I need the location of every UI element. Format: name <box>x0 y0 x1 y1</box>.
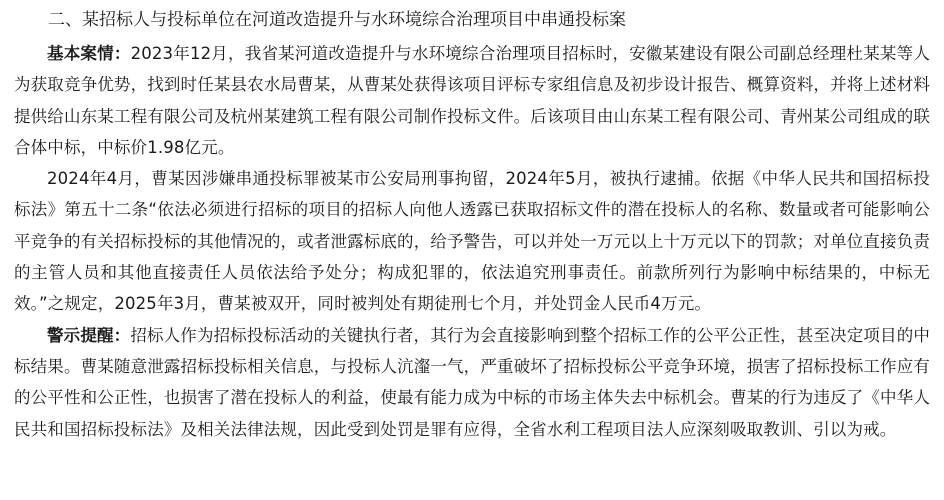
case-facts-paragraph <box>14 38 930 163</box>
warning-label: 警示提醒： <box>47 325 131 345</box>
outcome-text: 2024年4月，曹某因涉嫌串通投标罪被某市公安局刑事拘留，2024年5月，被执行逮捕。依据《中华人民共和国招标投标法》第五十二条“依法必须进行招标的项目的招标人向他人透露已获取招标文件的潜在投标人的名称、数量或者可能影响公平竞争的有关招标投标的其他情况的，或者泄露标底的，给予警告，可以并处一万元以上十万元以下的罚款；对单位直接负责的主管人员和其他直接责任人员依法给予处分；构成犯罪的，依法追究刑事责任。前款所列行为影响中标结果的，中标无效。”之规定，2025年3月，曹某被双开，同时被判处有期徒刑七个月，并处罚金人民币4万元。 <box>14 169 930 314</box>
case-facts-text: 2023年12月，我省某河道改造提升与水环境综合治理项目招标时，安徽某建设有限公司副总经理杜某某等人为获取竞争优势，找到时任某县农水局曹某，从曹某处获得该项目评标专家组信息及初步设计报告、概算资料，并将上述材料提供给山东某工程有限公司及杭州某建筑工程有限公司制作投标文件。后该项目由山东某工程有限公司、青州某公司组成的联合体中标，中标价1.98亿元。 <box>14 44 930 157</box>
warning-text: 招标人作为招标投标活动的关键执行者，其行为会直接影响到整个招标工作的公平公正性，甚至决定项目的中标结果。曹某随意泄露招标投标相关信息，与投标人沆瀣一气，严重破坏了招标投标公平竞争环境，损害了招标投标工作应有的公平性和公正性，也损害了潜在投标人的利益，使最有能力成为中标的市场主体失去中标机会。曹某的行为违反了《中华人民共和国招标投标法》及相关法律法规，因此受到处罚是罪有应得，全省水利工程项目法人应深刻吸取教训、引以为戒。 <box>14 325 931 439</box>
warning-paragraph <box>14 320 930 445</box>
case-facts-label: 基本案情： <box>47 44 131 63</box>
outcome-paragraph <box>14 163 930 319</box>
section-heading: 二、某招标人与投标单位在河道改造提升与水环境综合治理项目中串通投标案 <box>48 10 626 30</box>
